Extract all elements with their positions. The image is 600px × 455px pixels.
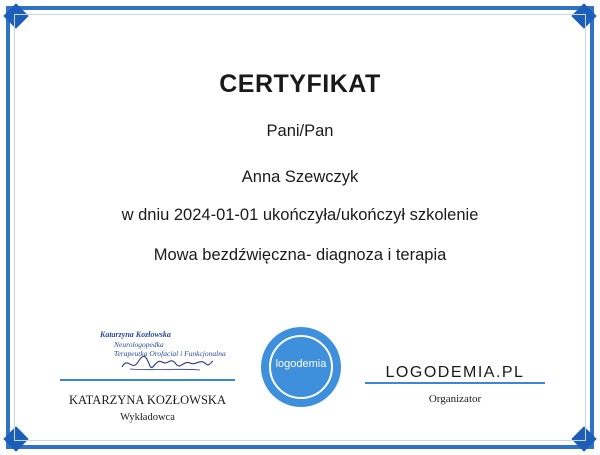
stamp-line: Neurologopedka	[114, 340, 164, 349]
seal-text: logodemia	[275, 358, 327, 370]
course-title: Mowa bezdźwięczna- diagnoza i terapia	[153, 246, 447, 264]
organizer-logo: LOGODEMIA.PL	[385, 364, 525, 381]
certificate-title: CERTYFIKAT	[219, 70, 381, 98]
organizer-block	[365, 330, 545, 430]
organizer-line	[365, 382, 545, 384]
lecturer-name: KATARZYNA KOZŁOWSKA	[69, 393, 226, 407]
stamp-line: Terapeutka Orofacial i Funkcjonalna	[114, 349, 226, 359]
salutation: Pani/Pan	[266, 122, 334, 140]
signature-line	[60, 379, 235, 381]
organizer-role: Organizator	[428, 393, 482, 405]
lecturer-role: Wykładowca	[120, 412, 175, 423]
completion-statement: w dniu 2024-01-01 ukończyła/ukończył szkolenie	[121, 206, 479, 224]
handwritten-signature	[120, 352, 215, 374]
recipient-name: Anna Szewczyk	[241, 168, 359, 186]
logodemia-seal	[261, 327, 341, 407]
stamp-name: Katarzyna Kozłowska	[100, 330, 171, 339]
lecturer-signature-block	[60, 330, 235, 430]
